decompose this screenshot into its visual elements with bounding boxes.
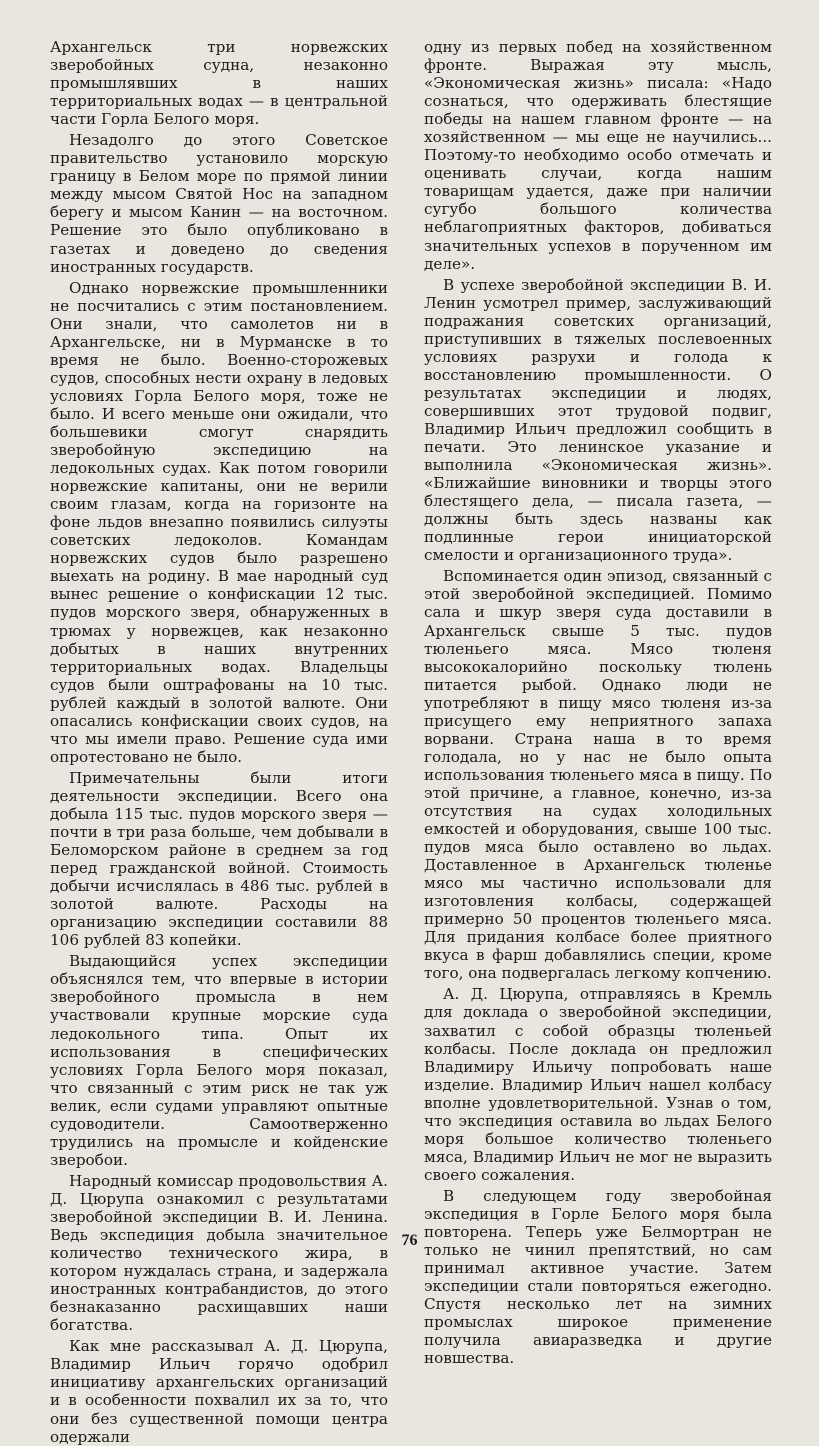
paragraph: Однако норвежские промышленники не посчитались с этим постановлением. Они знали, что самолетов ни в Архангельске, ни в Мурманске в то время не было. Военно-сторожевых судов, способных нести охрану в ледовых условиях Горла Белого моря, тоже не было. И всего меньше они ожидали, что большевики смогут снарядить зверобойную экспедицию на ледокольных судах. Как потом говорили норвежские капитаны, они не верили своим глазам, когда на горизонте на фоне льдов внезапно появились силуэты советских ледоколов. Командам норвежских судов было разрешено выехать на родину. В мае народный суд вынес решение о конфискации 12 тыс. пудов морского зверя, обнаруженных в трюмах у норвежцев, как незаконно добытых в наших внутренних территориальных водах. Владельцы судов были оштрафованы на 10 тыс. рублей каждый в золотой валюте. Они опасались конфискации своих судов, на что мы имели право. Решение суда ими опротестовано не было.: [50, 278, 388, 766]
right-column: [424, 38, 772, 1367]
paragraph: А. Д. Цюрупа, отправляясь в Кремль для доклада о зверобойной экспедиции, захватил с собой образцы тюленьей колбасы. После доклада он предложил Владимиру Ильичу попробовать наше изделие. Владимир Ильич нашел колбасу вполне удовлетворительной. Узнав о том, что экспедиция оставила во льдах Белого моря большое количество тюленьего мяса, Владимир Ильич не мог не выразить своего сожаления.: [424, 985, 772, 1184]
paragraph: Выдающийся успех экспедиции объяснялся тем, что впервые в истории зверобойного промысла в нем участвовали крупные морские суда ледокольного типа. Опыт их использования в специфических условиях Горла Белого моря показал, что связанный с этим риск не так уж велик, если судами управляют опытные судоводители. Самоотверженно трудились на промысле и койденские зверобои.: [50, 952, 388, 1169]
paragraph: Как мне рассказывал А. Д. Цюрупа, Владимир Ильич горячо одобрил инициативу архангельских организаций и в особенности похвалил их за то, что они без существенной помощи центра одержали: [50, 1337, 388, 1446]
paragraph: Вспоминается один эпизод, связанный с этой зверобойной экспедицией. Помимо сала и шкур зверя суда доставили в Архангельск свыше 5 тыс. пудов тюленьего мяса. Мясо тюленя высококалорийно поскольку тюлень питается рыбой. Однако люди не употребляют в пищу мясо тюленя из-за присущего ему неприятного запаха ворвани. Страна наша в то время голодала, но у нас не было опыта использования тюленьего мяса в пищу. По этой причине, а главное, конечно, из-за отсутствия на судах холодильных емкостей и оборудования, свыше 100 тыс. пудов мяса было оставлено во льдах. Доставленное в Архангельск тюленье мясо мы частично использовали для изготовления колбасы, содержащей примерно 50 процентов тюленьего мяса. Для придания колбасе более приятного вкуса в фарш добавлялись специи, кроме того, она подвергалась легкому копчению.: [424, 567, 772, 983]
paragraph: Архангельск три норвежских зверобойных судна, незаконно промышлявших в наших территориальных водах — в центральной части Горла Белого моря.: [50, 38, 388, 129]
page-number: 76: [401, 1232, 418, 1249]
paragraph: Народный комиссар продовольствия А. Д. Цюрупа ознакомил с результатами зверобойной экспедиции В. И. Ленина. Ведь экспедиция добыла значительное количество технического жира, в котором нуждалась страна, и задержала иностранных контрабандистов, до этого безнаказанно расхищавших наши богатства.: [50, 1171, 388, 1335]
paragraph: Незадолго до этого Советское правительство установило морскую границу в Белом море по прямой линии между мысом Святой Нос на западном берегу и мысом Канин — на восточном. Решение это было опубликовано в газетах и доведено до сведения иностранных государств.: [50, 131, 388, 276]
paragraph: одну из первых побед на хозяйственном фронте. Выражая эту мысль, «Экономическая жизнь» писала: «Надо сознаться, что одерживать блестящие победы на нашем главном фронте — на хозяйственном — мы еще не научились... Поэтому-то необходимо особо отмечать и оценивать случаи, когда нашим товарищам удается, даже при наличии сугубо большого количества неблагоприятных факторов, добиваться значительных успехов в порученном им деле».: [424, 38, 772, 273]
paragraph: В следующем году зверобойная экспедиция в Горле Белого моря была повторена. Теперь уже Белмортран не только не чинил препятствий, но сам принимал активное участие. Затем экспедиции стали повторяться ежегодно. Спустя несколько лет на зимних промыслах широкое применение получила авиаразведка и другие новшества.: [424, 1186, 772, 1368]
paragraph: В успехе зверобойной экспедиции В. И. Ленин усмотрел пример, заслуживающий подражания советских организаций, приступивших в тяжелых послевоенных условиях разрухи и голода к восстановлению промышленности. О результатах экспедиции и людях, совершивших этот трудовой подвиг, Владимир Ильич предложил сообщить в печати. Это ленинское указание и выполнила «Экономическая жизнь». «Ближайшие виновники и творцы этого блестящего дела, — писала газета, — должны быть здесь названы как подлинные герои инициаторской смелости и организационного труда».: [424, 275, 772, 565]
paragraph: Примечательны были итоги деятельности экспедиции. Всего она добыла 115 тыс. пудов морского зверя — почти в три раза больше, чем добывали в Беломорском районе в среднем за год перед гражданской войной. Стоимость добычи исчислялась в 486 тыс. рублей в золотой валюте. Расходы на организацию экспедиции составили 88 106 рублей 83 копейки.: [50, 768, 388, 950]
